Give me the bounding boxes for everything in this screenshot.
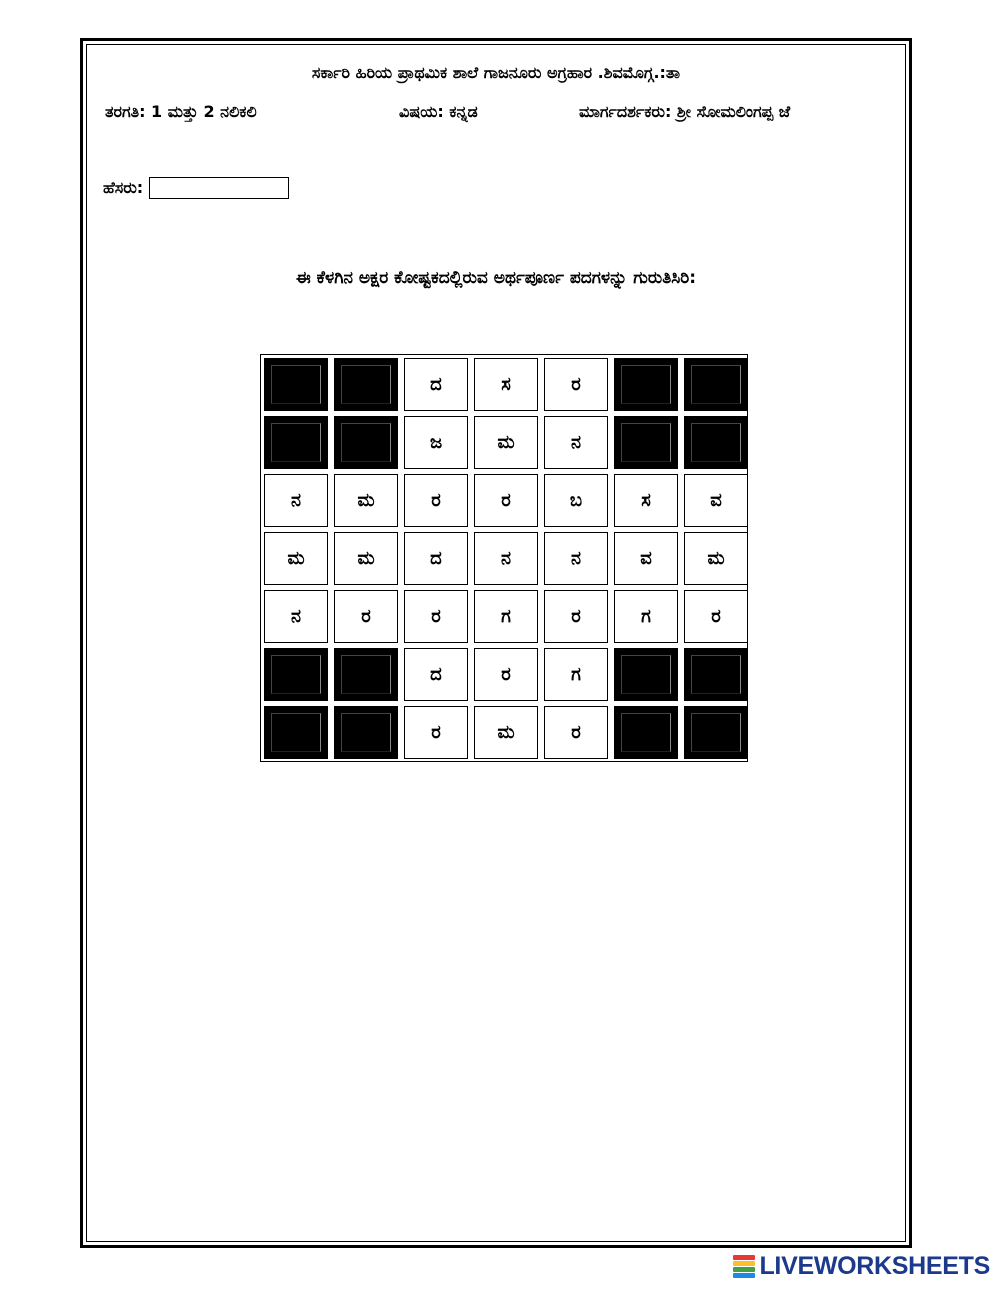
letter-cell[interactable]: ಮ (474, 416, 538, 469)
blocked-cell (614, 706, 678, 759)
logo-bar (733, 1261, 755, 1266)
letter-cell[interactable]: ರ (544, 358, 608, 411)
logo-bar (733, 1273, 755, 1278)
brand-text: LIVEWORKSHEETS (759, 1252, 990, 1280)
guide-label: ಮಾರ್ಗದರ್ಶಕರು: ಶ್ರೀ ಸೋಮಲಿಂಗಪ್ಪ ಜೆ (579, 102, 791, 121)
blocked-cell (614, 648, 678, 701)
letter-cell[interactable]: ಬ (544, 474, 608, 527)
letter-cell[interactable]: ರ (474, 648, 538, 701)
logo-bar (733, 1255, 755, 1260)
liveworksheets-logo-icon (733, 1255, 755, 1279)
logo-bar (733, 1267, 755, 1272)
name-label: ಹೆಸರು: (103, 178, 144, 197)
blocked-cell (684, 648, 748, 701)
letter-cell[interactable]: ವ (684, 474, 748, 527)
letter-cell[interactable]: ರ (544, 590, 608, 643)
letter-cell[interactable]: ದ (404, 648, 468, 701)
liveworksheets-brand (733, 1252, 990, 1281)
letter-cell[interactable]: ರ (404, 474, 468, 527)
blocked-cell (264, 706, 328, 759)
letter-cell[interactable]: ರ (404, 590, 468, 643)
letter-cell[interactable]: ಮ (334, 474, 398, 527)
letter-grid (260, 354, 748, 762)
letter-cell[interactable]: ಸ (474, 358, 538, 411)
worksheet-inner-frame (86, 44, 906, 1242)
letter-cell[interactable]: ನ (474, 532, 538, 585)
letter-cell[interactable]: ವ (614, 532, 678, 585)
worksheet-frame (80, 38, 912, 1248)
blocked-cell (614, 416, 678, 469)
letter-cell[interactable]: ರ (684, 590, 748, 643)
letter-cell[interactable]: ನ (544, 416, 608, 469)
blocked-cell (264, 358, 328, 411)
blocked-cell (684, 358, 748, 411)
name-input[interactable] (149, 177, 289, 199)
blocked-cell (614, 358, 678, 411)
name-row (103, 177, 289, 199)
letter-cell[interactable]: ನ (544, 532, 608, 585)
letter-cell[interactable]: ಮ (474, 706, 538, 759)
blocked-cell (334, 416, 398, 469)
letter-cell[interactable]: ಮ (334, 532, 398, 585)
blocked-cell (264, 416, 328, 469)
letter-cell[interactable]: ನ (264, 590, 328, 643)
letter-cell[interactable]: ರ (474, 474, 538, 527)
blocked-cell (334, 706, 398, 759)
letter-cell[interactable]: ರ (404, 706, 468, 759)
letter-cell[interactable]: ಗ (544, 648, 608, 701)
class-label: ತರಗತಿ: 1 ಮತ್ತು 2 ನಲಿಕಲಿ (105, 102, 257, 121)
letter-cell[interactable]: ರ (544, 706, 608, 759)
letter-cell[interactable]: ಗ (474, 590, 538, 643)
letter-cell[interactable]: ರ (334, 590, 398, 643)
subject-label: ವಿಷಯ: ಕನ್ನಡ (399, 102, 478, 121)
blocked-cell (334, 358, 398, 411)
letter-cell[interactable]: ಮ (264, 532, 328, 585)
blocked-cell (684, 416, 748, 469)
blocked-cell (264, 648, 328, 701)
letter-cell[interactable]: ಮ (684, 532, 748, 585)
letter-cell[interactable]: ಜ (404, 416, 468, 469)
letter-cell[interactable]: ದ (404, 532, 468, 585)
instruction-text: ಈ ಕೆಳಗಿನ ಅಕ್ಷರ ಕೋಷ್ಟಕದಲ್ಲಿರುವ ಅರ್ಥಪೂರ್ಣ ಪದಗಳನ್ನು ಗುರುತಿಸಿರಿ: (295, 268, 697, 288)
letter-cell[interactable]: ಸ (614, 474, 678, 527)
blocked-cell (334, 648, 398, 701)
school-title: ಸರ್ಕಾರಿ ಹಿರಿಯ ಪ್ರಾಥಮಿಕ ಶಾಲೆ ಗಾಜನೂರು ಅಗ್ರಹಾರ .ಶಿವಮೊಗ್ಗ.:ತಾ (311, 63, 681, 82)
letter-cell[interactable]: ನ (264, 474, 328, 527)
blocked-cell (684, 706, 748, 759)
letter-cell[interactable]: ದ (404, 358, 468, 411)
letter-cell[interactable]: ಗ (614, 590, 678, 643)
